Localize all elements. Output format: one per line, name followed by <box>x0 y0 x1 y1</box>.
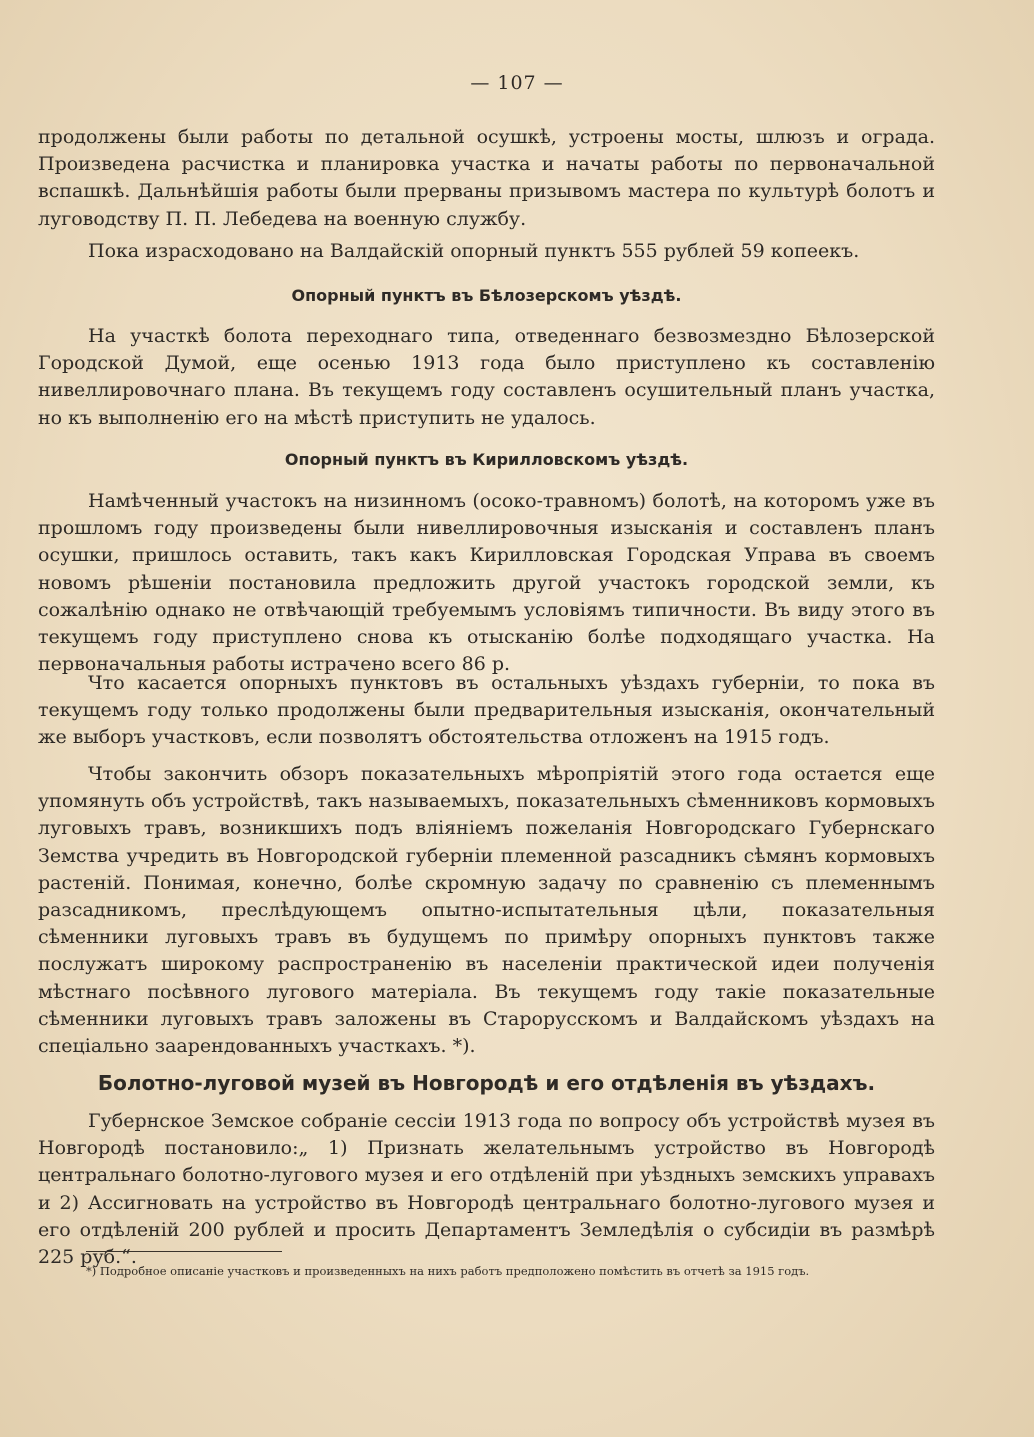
footnote-divider <box>86 1251 282 1252</box>
footnote: *) Подробное описаніе участковъ и произведенныхъ на нихъ работъ предположено помѣстить въ отчетѣ за 1915 годъ. <box>86 1264 810 1278</box>
section-heading: Опорный пунктъ въ Кирилловскомъ уѣздѣ. <box>284 450 689 469</box>
paragraph-other-districts <box>38 670 935 752</box>
paragraph-text: Намѣченный участокъ на низинномъ (осоко-травномъ) болотѣ, на которомъ уже въ прошломъ году произведены были нивеллировочныя изысканія и составленъ планъ осушки, пришлось оставить, такъ какъ Кирилловская Городская Управа въ своемъ новомъ рѣшеніи постановила предложить другой участокъ городской земли, къ сожалѣнію однако не отвѣчающій требуемымъ условіямъ типичности. Въ виду этого въ текущемъ году приступлено снова къ отысканію болѣе подходящаго участка. На первоначальныя работы истрачено всего 86 р. <box>38 490 935 676</box>
paragraph-expenses <box>38 238 935 265</box>
paragraph-text: Пока израсходовано на Валдайскій опорный пунктъ 555 рублей 59 копеекъ. <box>88 240 860 262</box>
paragraph-text: продолжены были работы по детальной осушкѣ, устроены мосты, шлюзъ и ограда. Произведена расчистка и планировка участка и начаты работы по первоначальной вспашкѣ. Дальнѣйшія работы были прерваны призывомъ мастера по культурѣ болотъ и луговодству П. П. Лебедева на военную службу. <box>38 126 935 230</box>
paragraph-seed-plots <box>38 761 935 1060</box>
paragraph-text: Губернское Земское собраніе сессіи 1913 года по вопросу объ устройствѣ музея въ Новгородѣ постановило:„ 1) Признать желательнымъ устройство въ Новгородѣ центральнаго болотно-лугового музея и его отдѣленій при уѣздныхъ земскихъ управахъ и 2) Ассигновать на устройство въ Новгородѣ центральнаго болотно-лугового музея и его отдѣленій 200 рублей и просить Департаментъ Земледѣлія о субсидіи въ размѣрѣ 225 руб.“. <box>38 1110 935 1269</box>
paragraph-museum <box>38 1108 935 1271</box>
paragraph-text: Чтобы закончить обзоръ показательныхъ мѣропріятій этого года остается еще упомянуть объ устройствѣ, такъ называемыхъ, показательныхъ сѣменниковъ кормовыхъ луговыхъ травъ, возникшихъ подъ вліяніемъ пожеланія Новгородскаго Губернскаго Земства учредить въ Новгородской губерніи племенной разсадникъ сѣмянъ кормовыхъ растеній. Понимая, конечно, болѣе скромную задачу по сравненію съ племеннымъ разсадникомъ, преслѣдующемъ опытно-испытательныя цѣли, показательныя сѣменники луговыхъ травъ въ будущемъ по примѣру опорныхъ пунктовъ также послужатъ широкому распространенію въ населеніи практической идеи полученія мѣстнаго посѣвного лугового матеріала. Въ текущемъ году такіе показательные сѣменники луговыхъ травъ заложены въ Старорусскомъ и Валдайскомъ уѣздахъ на спеціально заарендованныхъ участкахъ. *). <box>38 763 935 1058</box>
section-heading: Опорный пунктъ въ Бѣлозерскомъ уѣздѣ. <box>291 286 682 305</box>
paragraph-kirillov <box>38 488 935 678</box>
section-heading: Болотно-луговой музей въ Новгородѣ и его отдѣленія въ уѣздахъ. <box>97 1071 876 1095</box>
paragraph-belozersk <box>38 323 935 432</box>
paragraph-text: На участкѣ болота переходнаго типа, отведеннаго безвозмездно Бѣлозерской Городской Думой, еще осенью 1913 года было приступлено къ составленію нивеллировочнаго плана. Въ текущемъ году составленъ осушительный планъ участка, но къ выполненію его на мѣстѣ приступить не удалось. <box>38 325 935 429</box>
paragraph-continued <box>38 124 935 233</box>
paragraph-text: Что касается опорныхъ пунктовъ въ остальныхъ уѣздахъ губерніи, то пока въ текущемъ году только продолжены были предварительныя изысканія, окончательный же выборъ участковъ, если позволятъ обстоятельства отложенъ на 1915 годъ. <box>38 672 935 749</box>
section-heading-belozersk <box>38 286 935 305</box>
page-number: — 107 — <box>470 72 564 94</box>
section-heading-kirillov <box>38 450 935 469</box>
section-heading-museum <box>38 1071 935 1095</box>
